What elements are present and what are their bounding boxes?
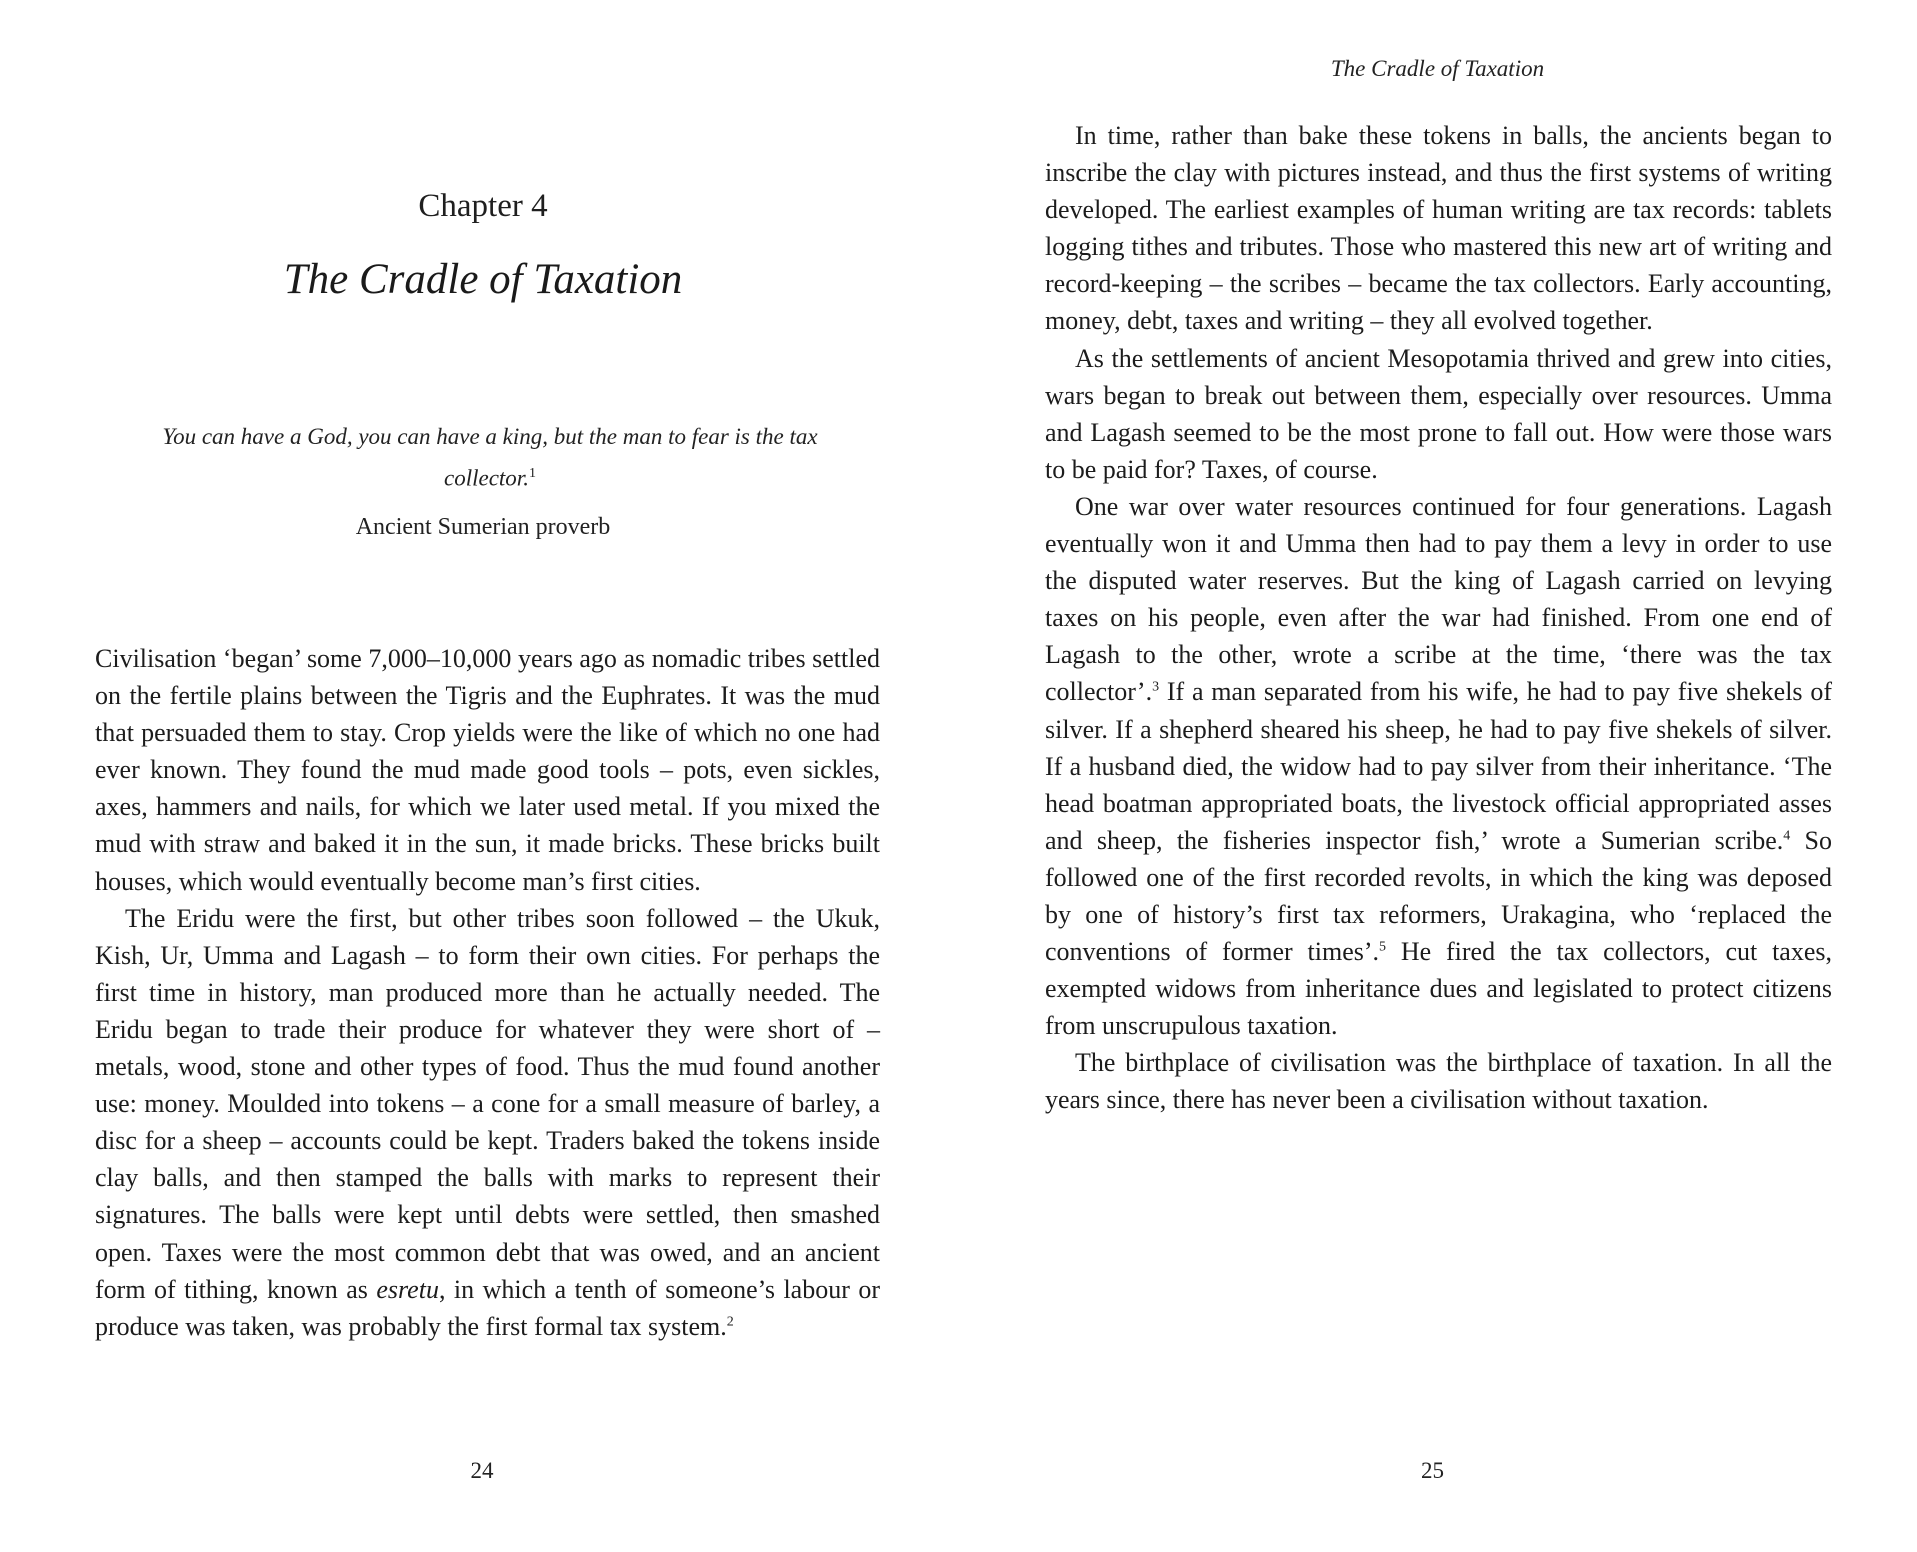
text-run: The birthplace of civilisation was the birthplace of taxation. In all the years since, there has never been a civilisation without taxation. — [1045, 1048, 1832, 1115]
epigraph-note-ref: 1 — [528, 466, 536, 481]
body-paragraph — [95, 640, 880, 900]
footnote-ref: 2 — [726, 1314, 734, 1330]
chapter-title: The Cradle of Taxation — [283, 256, 683, 303]
body-paragraph — [1045, 117, 1832, 340]
epigraph-quote: You can have a God, you can have a king, but the man to fear is the tax collector. — [162, 424, 818, 491]
page-number-left: 24 — [470, 1458, 494, 1483]
body-paragraph — [1045, 340, 1832, 488]
text-run: One war over water resources continued for four generations. Lagash eventually won it and Umma then had to pay them a levy in order to use the disputed water reserves. But the king of Lagash carried on levying taxes on his people, even after the war had finished. From one end of Lagash to the other, wrote a scribe at the time, ‘there was the tax collector’. — [1045, 491, 1832, 707]
text-run: As the settlements of ancient Mesopotamia thrived and grew into cities, wars began to break out between them, especially over resources. Umma and Lagash seemed to be the most prone to fall out. How were those wars to be paid for? Taxes, of course. — [1045, 343, 1832, 484]
body-paragraph — [95, 900, 880, 1345]
text-run: So followed one of the first recorded revolts, in which the king was deposed by one of history’s first tax reformers, Urakagina, who ‘replaced the conventions of former times’. — [1045, 825, 1833, 967]
body-paragraph — [1045, 1044, 1832, 1118]
page-number-right: 25 — [1421, 1458, 1444, 1483]
text-run: He fired the tax collectors, cut taxes, exempted widows from inheritance dues and legislated to protect citizens from unscrupulous taxation. — [1045, 937, 1832, 1041]
epigraph — [140, 418, 840, 497]
text-run: Civilisation ‘began’ some 7,000–10,000 years ago as nomadic tribes settled on the fertile plains between the Tigris and the Euphrates. It was the mud that persuaded them to stay. Crop yields were the like of which no one had ever known. They found the mud made good tools – pots, even sickles, axes, hammers and nails, for which we later used metal. If you mixed the mud with straw and baked it in the sun, it made bricks. These bricks built houses, which would eventually become man’s first cities. — [95, 644, 880, 896]
right-page — [958, 0, 1917, 1552]
italic-term: esretu — [376, 1274, 439, 1304]
epigraph-attribution: Ancient Sumerian proverb — [355, 514, 611, 540]
footnote-ref: 5 — [1379, 939, 1387, 955]
text-run: , in which a tenth of someone’s labour or produce was taken, was probably the first formal tax system. — [95, 1274, 880, 1341]
chapter-label: Chapter 4 — [418, 188, 548, 224]
footnote-ref: 4 — [1783, 828, 1791, 844]
footnote-ref: 3 — [1152, 679, 1160, 695]
right-body-text — [1045, 117, 1832, 1119]
body-paragraph — [1045, 488, 1832, 1044]
running-head: The Cradle of Taxation — [1330, 56, 1545, 81]
text-run: The Eridu were the first, but other tribes soon followed – the Ukuk, Kish, Ur, Umma and Lagash – to form their own cities. For perhaps the first time in history, man produced more than he actually needed. The Eridu began to trade their produce for whatever they were short of – metals, wood, stone and other types of food. Thus the mud found another use: money. Moulded into tokens – a cone for a small measure of barley, a disc for a sheep – accounts could be kept. Traders baked the tokens inside clay balls, and then stamped the balls with marks to represent their signatures. The balls were kept until debts were settled, then smashed open. Taxes were the most common debt that was owed, and an ancient form of tithing, known as — [95, 903, 880, 1304]
text-run: If a man separated from his wife, he had to pay five shekels of silver. If a shepherd sheared his sheep, he had to pay five shekels of silver. If a husband died, the widow had to pay silver from their inheritance. ‘The head boatman appropriated boats, the livestock official appropriated asses and sheep, the fisheries inspector fish,’ wrote a Sumerian scribe. — [1045, 677, 1832, 855]
left-body-text — [95, 640, 880, 1345]
text-run: In time, rather than bake these tokens in balls, the ancients began to inscribe the clay with pictures instead, and thus the first systems of writing developed. The earliest examples of human writing are tax records: tablets logging tithes and tributes. Those who mastered this new art of writing and record-keeping – the scribes – became the tax collectors. Early accounting, money, debt, taxes and writing – they all evolved together. — [1045, 121, 1832, 336]
left-page — [0, 0, 958, 1552]
